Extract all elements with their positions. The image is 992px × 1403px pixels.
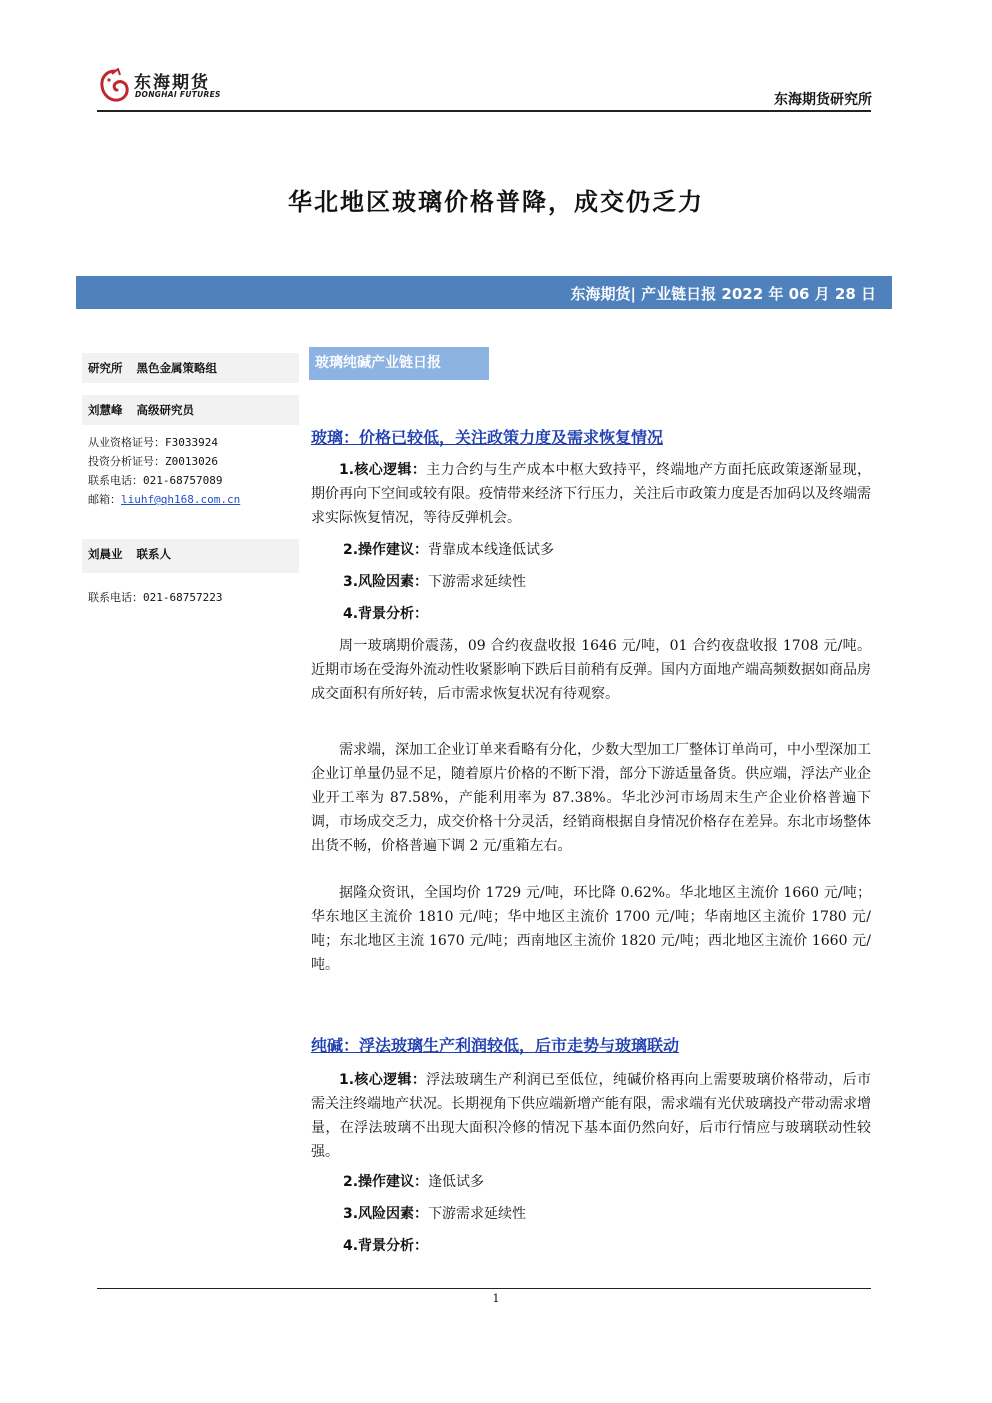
soda-core-label: 1.核心逻辑： — [339, 1072, 427, 1088]
header-organization: 东海期货研究所 — [774, 92, 872, 108]
company-logo — [98, 66, 228, 106]
page-number: 1 — [492, 1292, 500, 1305]
email-label: 邮箱： — [88, 493, 121, 506]
logo-text-en: DONGHAI FUTURES — [135, 90, 221, 99]
dept-name: 研究所 — [88, 361, 123, 375]
report-banner — [76, 276, 892, 309]
soda-operation — [343, 1170, 484, 1194]
sidebar-dept — [82, 353, 299, 383]
glass-paragraph-1: 周一玻璃期价震荡，09 合约夜盘收报 1646 元/吨，01 合约夜盘收报 1708 元/吨。近期市场在受海外流动性收紧影响下跌后目前稍有反弹。国内方面地产端高频数据如商品房成交面积有所好转，后市需求恢复状况有待观察。 — [311, 638, 871, 702]
soda-core-text: 浮法玻璃生产利润已至低位，纯碱价格再向上需要玻璃价格带动，后市需关注终端地产状况。长期视角下供应端新增产能有限，需求端有光伏玻璃投产带动需求增量，在浮法玻璃不出现大面积冷修的情况下基本面仍然向好，后市行情应与玻璃联动性较强。 — [311, 1072, 871, 1160]
email-link[interactable]: liuhf@qh168.com.cn — [121, 493, 241, 506]
header-divider — [97, 110, 871, 112]
analyst-phone: 联系电话：021-68757089 — [88, 474, 223, 487]
glass-heading: 玻璃：价格已较低，关注政策力度及需求恢复情况 — [311, 428, 664, 447]
soda-risk-label: 3.风险因素： — [343, 1206, 429, 1222]
sidebar-analyst — [82, 395, 299, 509]
soda-risk — [343, 1202, 526, 1226]
soda-risk-text: 下游需求延续性 — [428, 1206, 527, 1222]
glass-background — [343, 602, 428, 626]
glass-core-logic — [311, 458, 871, 530]
glass-paragraph-3: 据隆众资讯，全国均价 1729 元/吨，环比降 0.62%。华北地区主流价 1660 元/吨；华东地区主流价 1810 元/吨；华中地区主流价 1700 元/吨；华南地区主流价 1780 元/吨；东北地区主流 1670 元/吨；西南地区主流价 1820 元/吨；西北地区主流价 1660 元/吨。 — [311, 885, 871, 973]
glass-core-label: 1.核心逻辑： — [339, 462, 427, 478]
footer-divider — [97, 1288, 871, 1289]
glass-risk-text: 下游需求延续性 — [428, 574, 527, 590]
glass-core-text: 主力合约与生产成本中枢大致持平，终端地产方面托底政策逐渐显现，期价再向下空间或较有限。疫情带来经济下行压力，关注后市政策力度是否加码以及终端需求实际恢复情况，等待反弹机会。 — [311, 462, 871, 526]
contact-phone: 联系电话：021-68757223 — [88, 591, 223, 604]
glass-op-label: 2.操作建议： — [343, 542, 429, 558]
dept-group: 黑色金属策略组 — [136, 361, 217, 375]
glass-risk-label: 3.风险因素： — [343, 574, 429, 590]
investment-number: 投资分析证号：Z0013026 — [88, 455, 218, 468]
soda-bg-label: 4.背景分析： — [343, 1238, 429, 1254]
soda-op-label: 2.操作建议： — [343, 1174, 429, 1190]
soda-background — [343, 1234, 428, 1258]
analyst-header — [82, 395, 299, 425]
dragon-logo-icon — [98, 68, 132, 104]
analyst-title: 高级研究员 — [136, 403, 194, 417]
report-tag: 玻璃纯碱产业链日报 — [309, 347, 489, 380]
document-title: 华北地区玻璃价格普降，成交仍乏力 — [288, 188, 704, 216]
contact-header — [82, 539, 299, 573]
glass-bg-label: 4.背景分析： — [343, 606, 429, 622]
logo-text-cn: 东海期货 — [134, 73, 210, 93]
dept-header — [82, 353, 299, 383]
soda-heading: 纯碱：浮法玻璃生产利润较低，后市走势与玻璃联动 — [311, 1036, 680, 1055]
sidebar-contact — [82, 539, 299, 607]
qualification-number: 从业资格证号：F3033924 — [88, 436, 218, 449]
contact-title: 联系人 — [136, 547, 171, 561]
glass-risk — [343, 570, 526, 594]
glass-paragraph-2: 需求端，深加工企业订单来看略有分化，少数大型加工厂整体订单尚可，中小型深加工企业订单量仍显不足，随着原片价格的不断下滑，部分下游适量备货。供应端，浮法产业企业开工率为 87.58%，产能利用率为 87.38%。华北沙河市场周末生产企业价格普遍下调，市场成交乏力，成交价格十分灵活，经销商根据自身情况价格存在差异。东北市场整体出货不畅，价格普遍下调 2 元/重箱左右。 — [311, 742, 871, 854]
soda-op-text: 逢低试多 — [428, 1174, 485, 1190]
soda-core-logic — [311, 1068, 871, 1164]
banner-text: 东海期货| 产业链日报 2022 年 06 月 28 日 — [570, 285, 876, 303]
analyst-name: 刘慧峰 — [88, 403, 123, 417]
glass-operation — [343, 538, 554, 562]
glass-op-text: 背靠成本线逢低试多 — [428, 542, 555, 558]
analyst-email-line — [82, 490, 299, 509]
contact-name: 刘晨业 — [88, 547, 123, 561]
